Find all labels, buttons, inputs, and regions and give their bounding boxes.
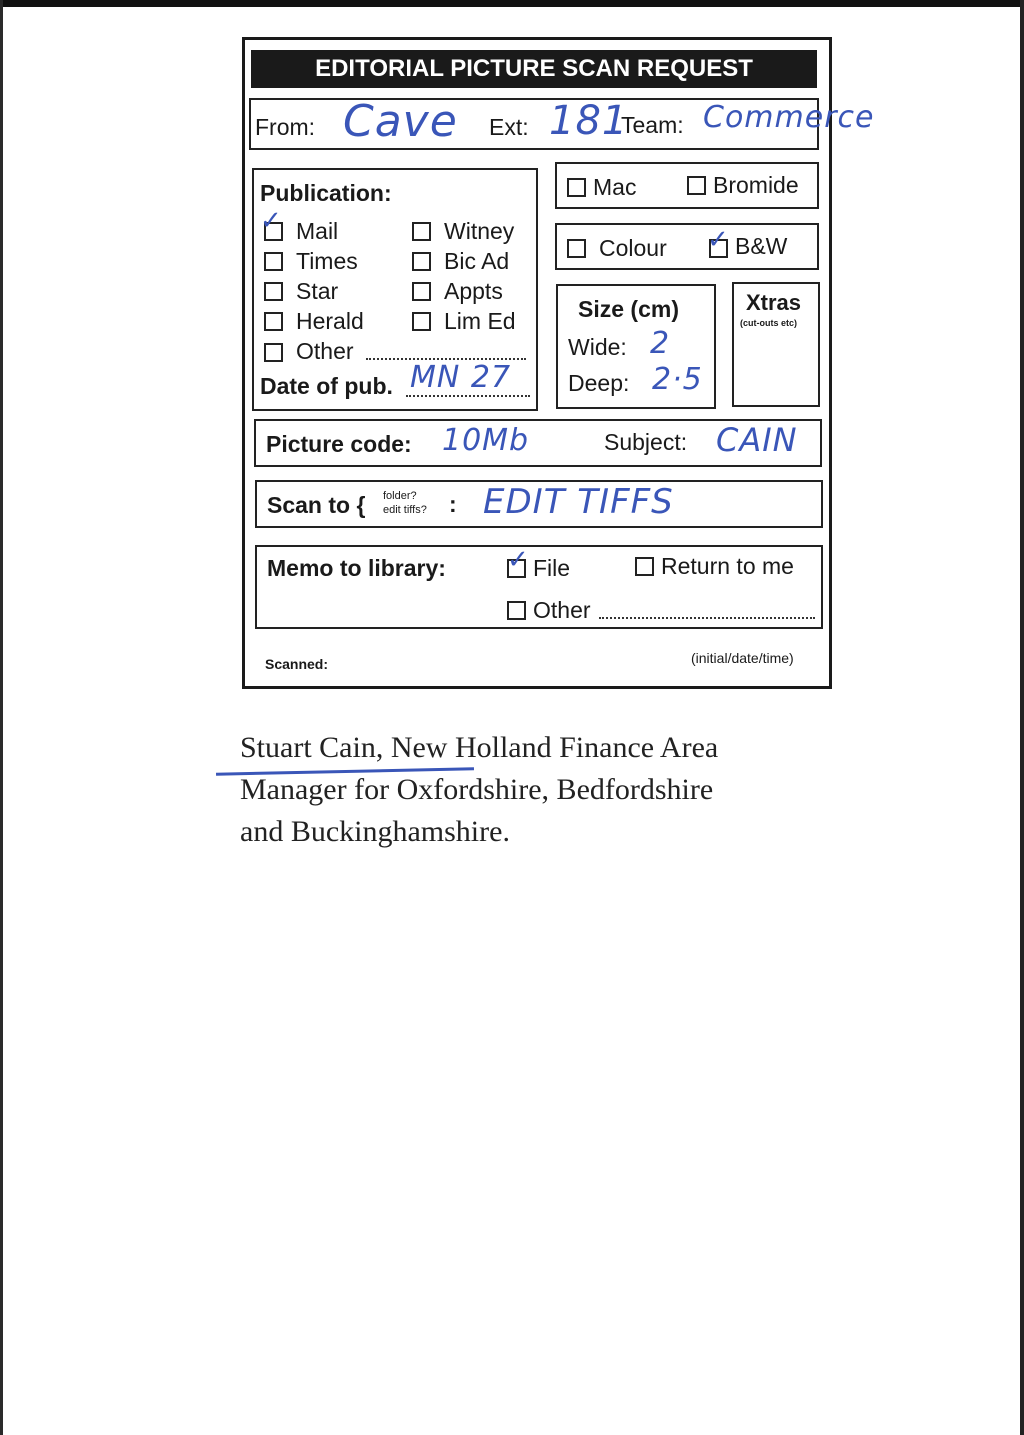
star-checkbox[interactable] xyxy=(264,282,283,301)
bw-check-mark: ✓ xyxy=(707,225,729,255)
wide-label: Wide: xyxy=(568,334,627,360)
caption-line-3: and Buckinghamshire. xyxy=(240,815,510,848)
scan-to-row xyxy=(255,480,823,528)
date-of-pub-line xyxy=(406,395,530,397)
return-label: Return to me xyxy=(661,553,794,579)
picture-code-label: Picture code: xyxy=(266,431,412,457)
witney-checkbox[interactable] xyxy=(412,222,431,241)
caption-line-1: Stuart Cain, New Holland Finance Area xyxy=(240,731,719,764)
subject-value[interactable]: CAIN xyxy=(716,421,798,459)
date-of-pub-label: Date of pub. xyxy=(260,373,393,399)
scanned-label: Scanned: xyxy=(265,656,329,672)
scan-to-option-tiffs: edit tiffs? xyxy=(383,504,427,516)
pub-herald-label: Herald xyxy=(296,308,364,334)
pub-mail-label: Mail xyxy=(296,218,339,244)
ext-value[interactable]: 181 xyxy=(549,98,629,144)
bromide-checkbox[interactable] xyxy=(687,176,706,195)
caption-line-2: Manager for Oxfordshire, Bedfordshire xyxy=(240,773,714,806)
from-value[interactable]: Cave xyxy=(343,96,458,147)
return-checkbox[interactable] xyxy=(635,557,654,576)
scan-left-edge xyxy=(0,0,3,1435)
from-row xyxy=(249,96,875,150)
scan-top-edge xyxy=(0,0,1024,7)
publication-label: Publication: xyxy=(260,180,392,206)
xtras-box xyxy=(732,282,820,407)
bw-label: B&W xyxy=(735,233,788,259)
wide-value[interactable]: 2 xyxy=(650,326,671,361)
scan-to-colon: : xyxy=(449,491,457,517)
size-label: Size (cm) xyxy=(578,296,679,322)
colour-checkbox[interactable] xyxy=(567,239,586,258)
pub-appts-label: Appts xyxy=(444,278,503,304)
mac-label: Mac xyxy=(593,174,637,200)
scan-to-label: Scan to { xyxy=(267,492,366,518)
pub-limed-label: Lim Ed xyxy=(444,308,516,334)
scan-to-option-folder: folder? xyxy=(383,490,417,502)
mail-check-mark: ✓ xyxy=(260,206,282,236)
pub-witney-label: Witney xyxy=(444,218,515,244)
xtras-sub: (cut-outs etc) xyxy=(740,318,797,328)
scan-to-value[interactable]: EDIT TIFFS xyxy=(483,482,674,522)
team-label: Team: xyxy=(621,112,684,138)
photo-caption xyxy=(240,727,800,853)
picture-code-row xyxy=(254,419,822,467)
other-memo-line[interactable] xyxy=(599,617,815,619)
times-checkbox[interactable] xyxy=(264,252,283,271)
colour-box xyxy=(555,223,819,270)
deep-value[interactable]: 2·5 xyxy=(652,362,703,397)
from-label: From: xyxy=(255,114,316,140)
file-label: File xyxy=(533,555,571,581)
subject-label: Subject: xyxy=(604,429,688,455)
limed-checkbox[interactable] xyxy=(412,312,431,331)
mac-checkbox[interactable] xyxy=(567,178,586,197)
picture-code-value[interactable]: 10Mb xyxy=(442,423,530,458)
colour-label: Colour xyxy=(599,235,667,261)
size-box xyxy=(556,284,716,409)
other-memo-checkbox[interactable] xyxy=(507,601,526,620)
pub-bicad-label: Bic Ad xyxy=(444,248,510,274)
appts-checkbox[interactable] xyxy=(412,282,431,301)
ext-label: Ext: xyxy=(489,114,529,140)
form-title: EDITORIAL PICTURE SCAN REQUEST xyxy=(251,50,817,88)
herald-checkbox[interactable] xyxy=(264,312,283,331)
other-memo-label: Other xyxy=(533,597,591,623)
xtras-label: Xtras xyxy=(746,290,802,315)
deep-label: Deep: xyxy=(568,370,630,396)
memo-box xyxy=(255,545,823,629)
memo-label: Memo to library: xyxy=(267,555,446,581)
pub-times-label: Times xyxy=(296,248,358,274)
pub-other-label: Other xyxy=(296,338,354,364)
file-check-mark: ✓ xyxy=(507,545,529,575)
bicad-checkbox[interactable] xyxy=(412,252,431,271)
publication-box xyxy=(252,168,538,411)
date-of-pub-value[interactable]: MN 27 xyxy=(410,360,512,395)
other-pub-checkbox[interactable] xyxy=(264,343,283,362)
bromide-label: Bromide xyxy=(713,172,799,198)
scan-right-edge xyxy=(1020,0,1024,1435)
team-value[interactable]: Commerce xyxy=(703,100,875,135)
format-box xyxy=(555,162,819,209)
pub-star-label: Star xyxy=(296,278,339,304)
scanned-hint: (initial/date/time) xyxy=(691,650,794,666)
scan-request-form xyxy=(242,37,875,689)
